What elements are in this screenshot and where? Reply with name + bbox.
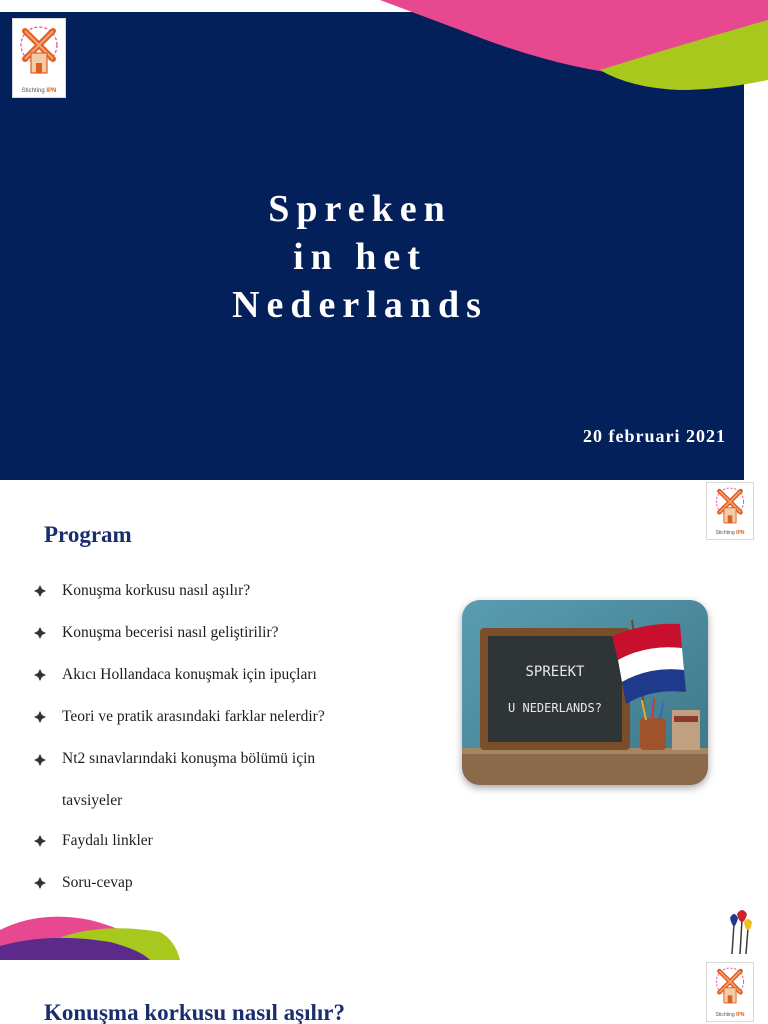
corner-swoosh-decoration [0,910,200,960]
list-item: Soru-cevap [34,872,414,893]
diamond-bullet-icon [34,711,46,723]
chalkboard-image [462,600,708,785]
list-item: Teori ve pratik arasındaki farklar nelerdir? [34,706,414,727]
ipn-logo: Stichting IPN [12,18,66,98]
next-slide [0,960,768,1024]
title-line: in het [293,236,427,279]
list-item: Konuşma becerisi nasıl geliştirilir? [34,622,414,643]
diamond-bullet-icon [34,877,46,889]
ipn-logo: Stichting IPN [706,962,754,1022]
list-item: Nt2 sınavlarındaki konuşma bölümü için tavsiyeler [34,738,414,822]
program-slide [0,480,768,960]
slide-heading: Konuşma korkusu nasıl aşılır? [44,1000,346,1024]
presentation-title [120,185,600,329]
list-item: Konuşma korkusu nasıl aşılır? [34,580,414,601]
diamond-bullet-icon [34,585,46,597]
title-slide [0,0,768,480]
diamond-bullet-icon [34,835,46,847]
diamond-bullet-icon [34,627,46,639]
tulips-icon [724,910,754,956]
title-line: Nederlands [232,284,488,327]
windmill-logo-icon [710,965,750,1009]
list-item: Akıcı Hollandaca konuşmak için ipuçları [34,664,414,685]
diamond-bullet-icon [34,669,46,681]
presentation-date: 20 februari 2021 [583,426,726,446]
windmill-logo-icon [710,485,750,529]
diamond-bullet-icon [34,754,46,766]
program-list [34,580,414,914]
program-heading: Program [44,522,132,547]
corner-swoosh-decoration [0,0,768,100]
ipn-logo: Stichting IPN [706,482,754,540]
chalk-text: U NEDERLANDS? [508,701,602,715]
list-item: Faydalı linkler [34,830,414,851]
chalk-text: SPREEKT [525,664,585,680]
windmill-logo-icon [17,23,61,81]
title-line: Spreken [268,188,452,231]
